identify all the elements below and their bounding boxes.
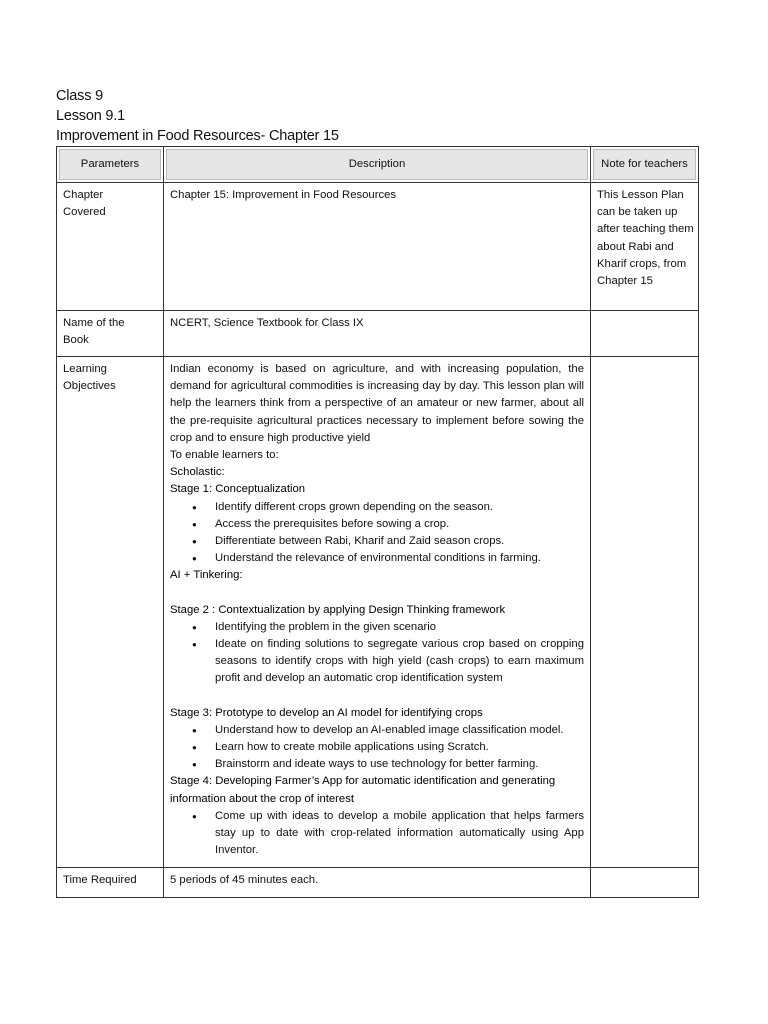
enable-text: To enable learners to: [170,449,279,462]
class-label: Class 9 [56,88,103,104]
row-label: Chapter Covered [57,183,164,311]
row-note [591,357,699,868]
header-description: Description [164,147,591,183]
list-item: ● Understand the relevance of environmental conditions in farming. [170,550,584,567]
header-note: Note for teachers [591,147,699,183]
row-label: Learning Objectives [57,357,164,868]
row-description: NCERT, Science Textbook for Class IX [164,311,591,357]
stage2-list [170,619,584,688]
list-item: ● Brainstorm and ideate ways to use technology for better farming. [170,756,584,773]
lesson-title: Improvement in Food Resources- Chapter 15 [56,128,339,144]
stage1-title: Stage 1: Conceptualization [170,483,306,496]
scholastic-label: Scholastic: [170,466,225,479]
header-parameters: Parameters [57,147,164,183]
lesson-plan-table [56,146,699,898]
table-row [57,868,699,898]
stage4-title: Stage 4: Developing Farmer’s App for automatic identification and generating information about the crop of interest [170,775,556,805]
list-item: ● Learn how to create mobile applications using Scratch. [170,739,584,756]
list-item: ● Understand how to develop an AI-enabled image classification model. [170,722,584,739]
list-item: ● Access the prerequisites before sowing a crop. [170,516,584,533]
row-note [591,311,699,357]
table-row [57,357,699,868]
row-description: Chapter 15: Improvement in Food Resources [164,183,591,311]
list-item: ● Identify different crops grown depending on the season. [170,499,584,516]
list-item: ● Identifying the problem in the given scenario [170,619,584,636]
row-label: Name of the Book [57,311,164,357]
ai-tinkering-label: AI + Tinkering: [170,569,243,582]
stage2-title: Stage 2 : Contextualization by applying Design Thinking framework [170,603,506,616]
table-row [57,183,699,311]
stage4-list [170,808,584,860]
row-description: 5 periods of 45 minutes each. [164,868,591,898]
list-item: ● Differentiate between Rabi, Kharif and Zaid season crops. [170,533,584,550]
lesson-label: Lesson 9.1 [56,108,125,124]
list-item: ● Come up with ideas to develop a mobile application that helps farmers stay up to date with crop-related information automatically using App Inventor. [170,808,584,860]
stage3-title: Stage 3: Prototype to develop an AI model for identifying crops [170,706,483,719]
objectives-intro: Indian economy is based on agriculture, and with increasing population, the demand for agricultural commodities is increasing day by day. This lesson plan will help the learners think from a perspective of an amateur or new farmer, about all the pre-requisite agricultural practices necessary to implement before sowing the crop and to ensure high productive yield [170,363,584,444]
list-item: ● Ideate on finding solutions to segregate various crop based on cropping seasons to identify crops with high yield (cash crops) to earn maximum profit and develop an automatic crop identification system [170,636,584,688]
document-heading [56,86,339,146]
table-row [57,311,699,357]
row-note [591,868,699,898]
header-row [57,147,699,183]
stage3-list [170,722,584,774]
row-note: This Lesson Plan can be taken up after teaching them about Rabi and Kharif crops, from Chapter 15 [591,183,699,311]
stage1-list [170,499,584,568]
row-description [164,357,591,868]
row-label: Time Required [57,868,164,898]
